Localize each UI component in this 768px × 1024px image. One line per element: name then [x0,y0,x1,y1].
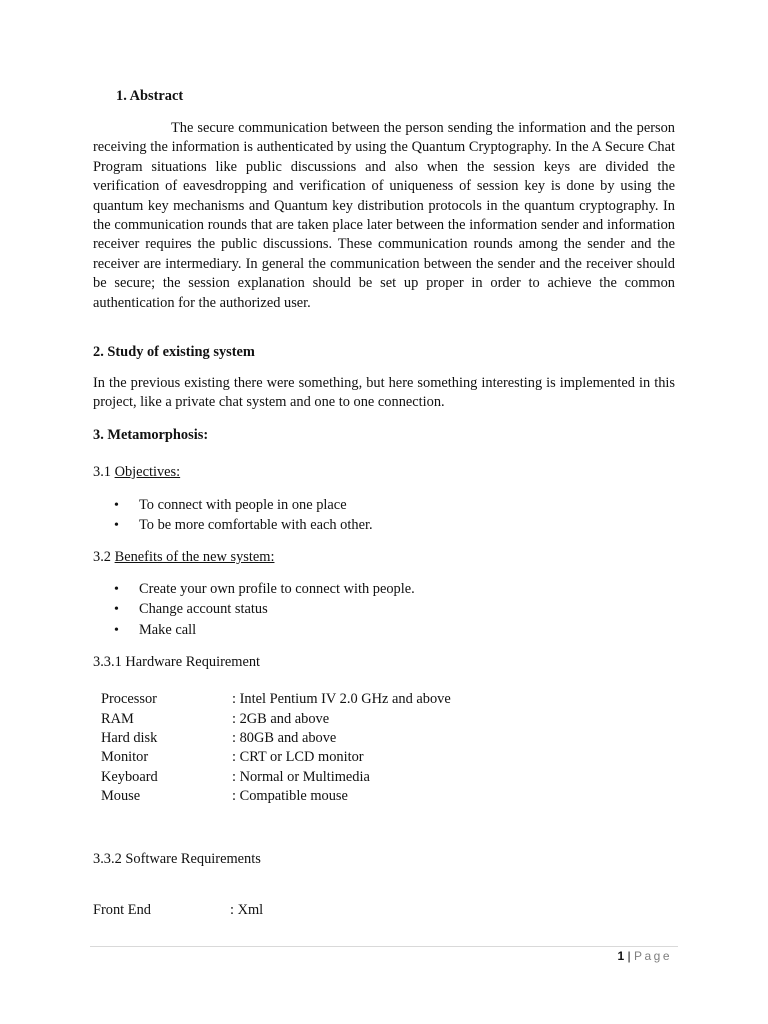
existing-system-heading: 2. Study of existing system [93,344,255,360]
hardware-label: Hard disk [101,730,158,746]
abstract-heading: 1. Abstract [116,88,184,104]
hardware-label: Monitor [101,749,149,765]
bullet-icon [114,580,132,599]
bullet-icon [114,600,132,619]
software-label: Front End [93,902,151,918]
page-label: Page [633,949,672,963]
hardware-value: : 80GB and above [232,730,337,746]
hardware-value: : CRT or LCD monitor [232,749,364,765]
hardware-value: : Compatible mouse [232,788,348,804]
hardware-label: Mouse [101,788,141,804]
existing-system-paragraph: In the previous existing there were something, but here something interesting is implemented in this project, like a private chat system and one to one connection. [93,375,675,411]
hardware-label: Keyboard [101,769,158,785]
bullet-icon [114,621,132,640]
benefits-title: Benefits of the new system: [114,549,275,565]
list-item-text: To be more comfortable with each other. [139,517,373,533]
footer-divider [90,946,678,947]
page-number: 1 [617,949,625,963]
hardware-heading: 3.3.1 Hardware Requirement [93,654,261,670]
footer-separator: | [624,949,634,963]
bullet-icon [114,516,132,535]
hardware-value: : Intel Pentium IV 2.0 GHz and above [232,691,451,707]
abstract-paragraph: The secure communication between the person sending the information and the person receiving the information is authenticated by using the Quantum Cryptography. In the A Secure Chat Program situations like public discussions and also when the session keys are divided the verification of eavesdropping and verification of uniqueness of session key is done by using the quantum key mechanisms and Quantum key distribution protocols in the quantum cryptography. In the communication rounds that are taken place later between the information sender and information receiver requires the public discussions. These communication rounds among the sender and the receiver are intermediary. In general the communication between the sender and the receiver should be secure; the session explanation should be set up proper in order to achieve the common authentication for the authorized user. [93,120,675,311]
list-item-text: To connect with people in one place [139,497,347,513]
objectives-number: 3.1 [93,464,115,480]
hardware-value: : Normal or Multimedia [232,769,370,785]
hardware-value: : 2GB and above [232,711,330,727]
list-item-text: Change account status [139,601,268,617]
hardware-label: RAM [101,711,134,727]
hardware-label: Processor [101,691,157,707]
software-heading: 3.3.2 Software Requirements [93,851,261,867]
page-footer [617,948,672,964]
benefits-heading [93,548,274,567]
metamorphosis-heading: 3. Metamorphosis: [93,427,209,443]
software-value: : Xml [230,902,264,918]
objectives-heading [93,463,180,482]
benefits-number: 3.2 [93,549,115,565]
list-item-text: Make call [139,622,197,638]
list-item-text: Create your own profile to connect with people. [139,581,415,597]
bullet-icon [114,496,132,515]
objectives-title: Objectives: [114,464,181,480]
